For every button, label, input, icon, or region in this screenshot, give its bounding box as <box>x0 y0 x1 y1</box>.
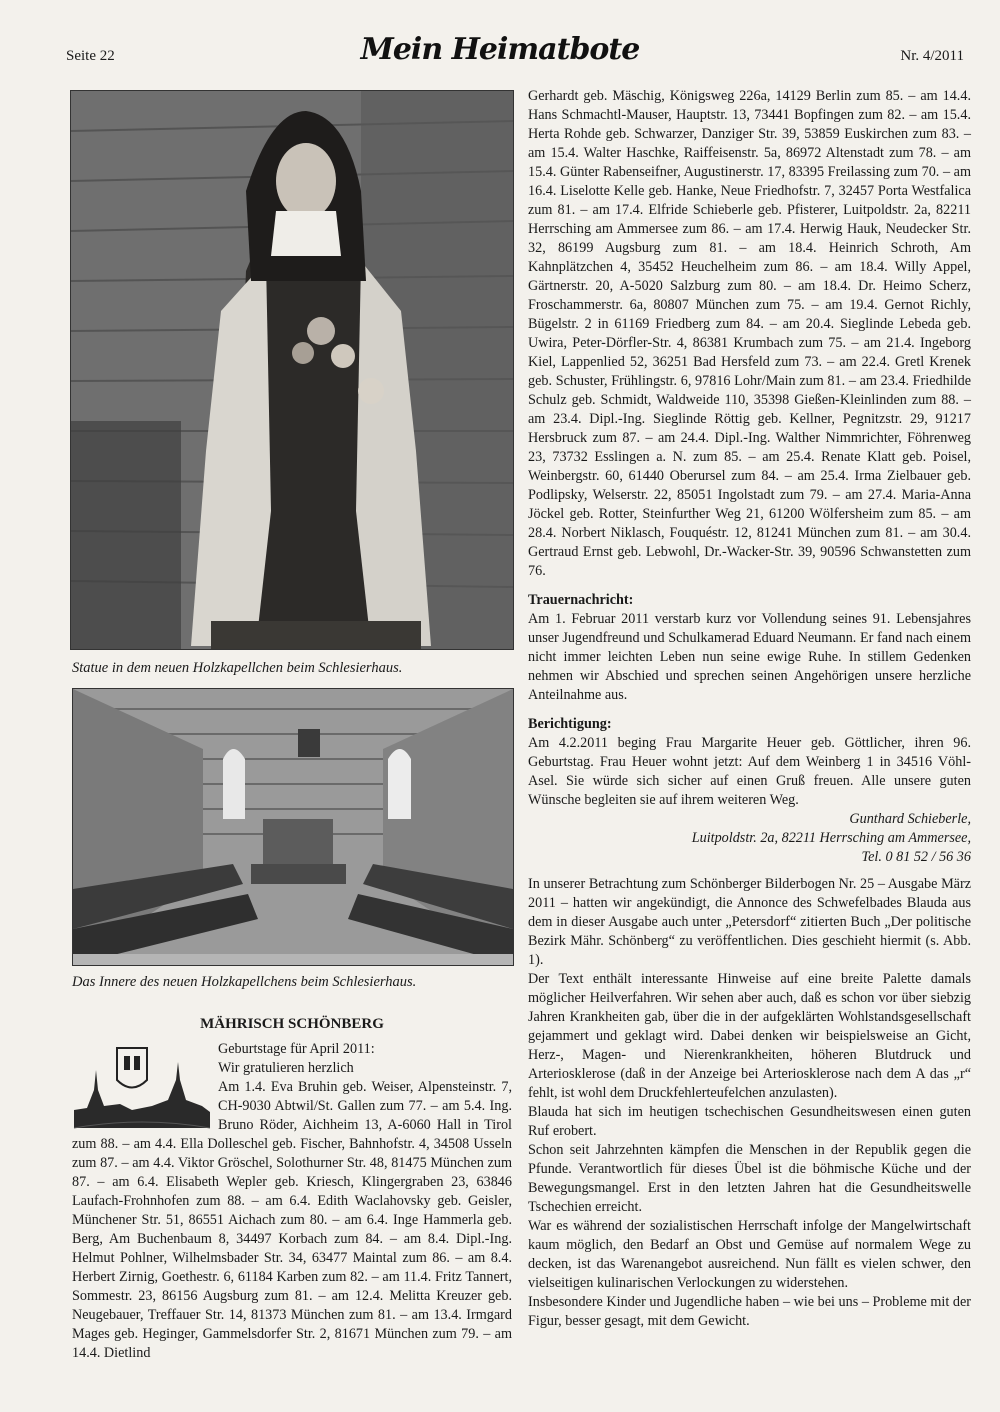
statue-photo-drawing <box>71 91 513 649</box>
article-paragraph-4: Schon seit Jahrzehnten kämpfen die Menschen in der Republik gegen die Pfunde. Verantwortlich für dieses Übel ist die böhmische Küche und der Bewegungsmangel. Erst in den letzten Jahren hat die Gesundheitswelle Tschechien erreicht. <box>528 1142 971 1215</box>
chapel-photo-caption: Das Innere des neuen Holzkapellchens beim Schlesierhaus. <box>72 974 417 990</box>
article-paragraph-2: Der Text enthält interessante Hinweise auf eine breite Palette damals möglicher Heilverfahren. Wir sehen aber auch, daß es schon vor über siebzig Jahren Krankheiten gab, über die in der aufgeklärten Wohlstandsgesellschaft gejammert und geklagt wird. Dabei denken wir beispielsweise an Gicht, Herz-, Magen- und Nierenkrankheiten, höheren Blutdruck und Arteriosklerose (daß in der Anzeige bei Arteriosklerose nach dem A das „r“ fehlt, ist wohl dem Druckfehlerteufelchen anzulasten). <box>528 971 971 1101</box>
signature-name: Gunthard Schieberle, <box>849 811 971 827</box>
issue-number: Nr. 4/2011 <box>900 48 964 64</box>
birthday-list-april: Am 1.4. Eva Bruhin geb. Weiser, Alpensteinstr. 7, CH-9030 Abtwil/St. Gallen zum 77. – am 5.4. Ing. Bruno Röder, Aichheim 13, A-6060 Hall in Tirol zum 88. – am 4.4. Ella Dolleschel geb. Fischer, Bahnhofstr. 4, 34508 Usseln zum 87. – am 4.4. Viktor Gröschel, Solothurner Str. 48, 81475 München zum 87. – am 6.4. Elisabeth Wepler geb. Kriesch, Klingergraben 23, 63846 Laufach-Frohnhofen zum 88. – am 6.4. Edith Waclahovsky geb. Geisler, Münchener Str. 51, 86551 Aichach zum 80. – am 6.4. Inge Hammerla geb. Berg, Am Buchenbaum 8, 34497 Korbach zum 84. – am 8.4. Dipl.-Ing. Helmut Pohlner, Wilhelmsbader Str. 34, 63477 Maintal zum 86. – am 8.4. Herbert Zirnig, Goethestr. 6, 61184 Karben zum 82. – am 11.4. Fritz Tannert, Sommestr. 23, 86156 Augsburg zum 81. – am 12.4. Melitta Kreuzer geb. Neugebauer, Treffauer Str. 14, 81373 München zum 81. – am 13.4. Irmgard Mages geb. Heginger, Gammelsdorfer Str. 2, 81671 München zum 79. – am 14.4. Dietlind <box>72 1079 512 1361</box>
chapel-interior-drawing <box>73 689 513 965</box>
birthday-list-continued: Gerhardt geb. Mäschig, Königsweg 226a, 14129 Berlin zum 85. – am 14.4. Hans Schmachtl-Mauser, Hauptstr. 13, 73441 Bopfingen zum 82. – am 15.4. Herta Rohde geb. Schwarzer, Danziger Str. 39, 53859 Euskirchen zum 83. – am 15.4. Walter Haschke, Raiffeisenstr. 5a, 86972 Altenstadt zum 78. – am 15.4. Günter Rabenseifner, Augustinerstr. 17, 83395 Freilassing zum 70. – am 16.4. Liselotte Kelle geb. Hanke, Neue Friedhofstr. 7, 32457 Porta Westfalica zum 81. – am 17.4. Elfride Schieberle geb. Pfisterer, Luitpoldstr. 2a, 82211 Herrsching am Ammersee zum 86. – am 17.4. Herwig Hauk, Neudecker Str. 32, 86199 Augsburg zum 81. – am 18.4. Heinrich Schroth, Am Kahnplätzchen 4, 35452 Heuchelheim zum 86. – am 18.4. Willy Appel, Gärtnerstr. 20, A-5020 Salzburg zum 80. – am 18.4. Dr. Heimo Scherz, Froschammerstr. 6a, 80807 München zum 75. – am 19.4. Gernot Richly, Bügelstr. 2 in 61169 Friedberg zum 84. – am 20.4. Sieglinde Lebeda geb. Uwira, Peter-Dörfler-Str. 4, 86381 Krumbach zum 75. – am 21.4. Ingeborg Kiel, Lappenlied 52, 36251 Bad Hersfeld zum 73. – am 22.4. Gretl Krenek geb. Schuster, Frühlingstr. 6, 97816 Lohr/Main zum 81. – am 23.4. Friedhilde Schulz geb. Schmidt, Waldweide 110, 35398 Gießen-Kleinlinden zum 88. – am 23.4. Dipl.-Ing. Sieglinde Röttig geb. Kellner, Pegnitzstr. 29, 91217 Hersbruck zum 87. – am 24.4. Dipl.-Ing. Walther Nimmrichter, Föhrenweg 23, 73732 Esslingen a. N. zum 85. – am 25.4. Renate Klatt geb. Poisel, Weinbergstr. 60, 61440 Oberursel zum 84. – am 25.4. Irma Zielbauer geb. Podlipsky, Welserstr. 22, 85051 Ingolstadt zum 79. – am 27.4. Maria-Anna Jöckel geb. Rotter, Steinfurther Weg 21, 61200 Wölfersheim zum 85. – am 28.4. Norbert Niklasch, Fouquéstr. 12, 81241 München zum 81. – am 30.4. Gertraud Ernst geb. Lebwohl, Dr.-Wacker-Str. 39, 90596 Schwanstetten zum 76. <box>528 88 971 579</box>
article-paragraph-3: Blauda hat sich im heutigen tschechischen Gesundheitswesen einen guten Ruf erobert. <box>528 1104 971 1139</box>
maehrisch-schoenberg-section <box>72 1015 512 1363</box>
page-number: Seite 22 <box>66 48 115 64</box>
obituary-heading: Trauernachricht: <box>528 592 634 608</box>
statue-photo-caption: Statue in dem neuen Holzkapellchen beim Schlesierhaus. <box>72 660 403 676</box>
obituary-text: Am 1. Februar 2011 verstarb kurz vor Vollendung seines 91. Lebensjahres unser Jugendfreund und Schulkamerad Eduard Neumann. Er fand nach einem nicht immer leichten Leben nun seine ewige Ruhe. In stillem Gedenken nehmen wir Abschied und sprechen seinen Angehörigen unsere herzliche Anteilnahme aus. <box>528 611 971 703</box>
page-header <box>0 0 1000 80</box>
article-paragraph-6: Insbesondere Kinder und Jugendliche haben – wie bei uns – Probleme mit der Figur, besser gesagt, mit dem Gewicht. <box>528 1294 971 1329</box>
signature-phone: Tel. 0 81 52 / 56 36 <box>861 849 971 865</box>
birthday-intro: Geburtstage für April 2011: <box>218 1041 375 1057</box>
article-paragraph-5: War es während der sozialistischen Herrschaft infolge der Mangelwirtschaft kaum möglich, den Bedarf an Obst und Gemüse auf normalem Wege zu decken, ist das Warenangebot ausreichend. Nun fällt es vielen schwer, den vielseitigen kulinarischen Verlockungen zu widerstehen. <box>528 1218 971 1291</box>
town-emblem-drawing <box>72 1040 212 1130</box>
correction-heading: Berichtigung: <box>528 716 612 732</box>
right-text-column <box>528 87 971 1331</box>
chapel-interior-photo <box>72 688 514 966</box>
article-paragraph-1: In unserer Betrachtung zum Schönberger Bilderbogen Nr. 25 – Ausgabe März 2011 – hatten wir angekündigt, die Annonce des Schwefelbades Blauda aus dem in dieser Ausgabe auch unter „Petersdorf“ zitierten Buch „Der politische Bezirk Mähr. Schönberg“ zu veröffentlichen. Dies geschieht hiermit (s. Abb. 1). <box>528 876 971 968</box>
statue-photo <box>70 90 514 650</box>
signature-address: Luitpoldstr. 2a, 82211 Herrsching am Ammersee, <box>691 830 971 846</box>
congratulation-line: Wir gratulieren herzlich <box>218 1060 354 1076</box>
section-title: MÄHRISCH SCHÖNBERG <box>200 1016 384 1032</box>
town-emblem-image <box>72 1040 212 1130</box>
correction-text: Am 4.2.2011 beging Frau Margarite Heuer geb. Göttlicher, ihren 96. Geburtstag. Frau Heuer wohnt jetzt: Auf dem Weinberg 1 in 34516 Vöhl-Asel. Sie würde sich sicher auf einen Gruß freuen. Alle unsere guten Wünsche begleiten sie auf ihrem weiteren Weg. <box>528 735 971 808</box>
masthead-title: Mein Heimatbote <box>360 32 640 67</box>
